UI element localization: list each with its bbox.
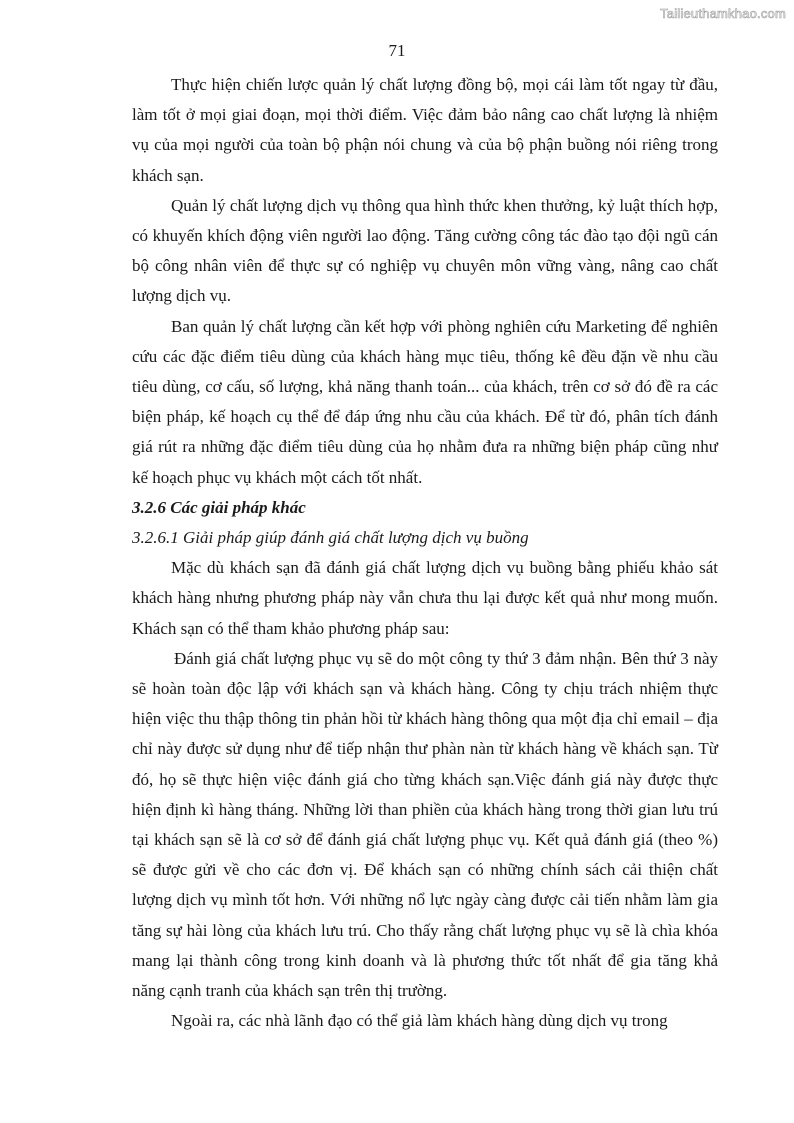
document-body bbox=[132, 70, 718, 1037]
paragraph: Đánh giá chất lượng phục vụ sẽ do một công ty thứ 3 đảm nhận. Bên thứ 3 này sẽ hoàn toàn độc lập với khách sạn và khách hàng. Công ty chịu trách nhiệm thực hiện việc thu thập thông tin phản hồi từ khách hàng thông qua một địa chỉ email – địa chỉ này được sử dụng như để tiếp nhận thư phàn nàn từ khách hàng về khách sạn. Từ đó, họ sẽ thực hiện việc đánh giá cho từng khách sạn.Việc đánh giá này được thực hiện định kì hàng tháng. Những lời than phiền của khách hàng trong thời gian lưu trú tại khách sạn sẽ là cơ sở để đánh giá chất lượng phục vụ. Kết quả đánh giá (theo %) sẽ được gửi về cho các đơn vị. Để khách sạn có những chính sách cải thiện chất lượng dịch vụ mình tốt hơn. Với những nổ lực ngày càng được cải tiến nhằm làm gia tăng sự hài lòng của khách lưu trú. Cho thấy rằng chất lượng phục vụ sẽ là chìa khóa mang lại thành công trong kinh doanh và là phương thức tốt nhất để gia tăng khả năng cạnh tranh của khách sạn trên thị trường. bbox=[132, 648, 718, 1001]
paragraph: Ban quản lý chất lượng cần kết hợp với phòng nghiên cứu Marketing để nghiên cứu các đặc điểm tiêu dùng của khách hàng mục tiêu, thống kê đều đặn về nhu cầu tiêu dùng, cơ cấu, số lượng, khả năng thanh toán... của khách, trên cơ sở đó đề ra các biện pháp, kế hoạch cụ thể để đáp ứng nhu cầu của khách. Để từ đó, phân tích đánh giá rút ra những đặc điểm tiêu dùng của họ nhằm đưa ra những biện pháp cũng như kế hoạch phục vụ khách một cách tốt nhất. bbox=[132, 316, 718, 487]
paragraph: Ngoài ra, các nhà lãnh đạo có thể giả làm khách hàng dùng dịch vụ trong bbox=[171, 1011, 668, 1031]
section-heading: 3.2.6 Các giải pháp khác bbox=[132, 497, 306, 517]
subsection-heading: 3.2.6.1 Giải pháp giúp đánh giá chất lượng dịch vụ buồng bbox=[132, 528, 529, 548]
page-number: 71 bbox=[388, 41, 406, 60]
paragraph: Mặc dù khách sạn đã đánh giá chất lượng dịch vụ buồng bằng phiếu khảo sát khách hàng nhưng phương pháp này vẫn chưa thu lại được kết quả như mong muốn. Khách sạn có thể tham khảo phương pháp sau: bbox=[132, 558, 718, 638]
paragraph: Quản lý chất lượng dịch vụ thông qua hình thức khen thưởng, kỷ luật thích hợp, có khuyến khích động viên người lao động. Tăng cường công tác đào tạo đội ngũ cán bộ công nhân viên để thực sự có nghiệp vụ chuyên môn vững vàng, nâng cao chất lượng dịch vụ. bbox=[132, 195, 718, 306]
paragraph: Thực hiện chiến lược quản lý chất lượng đồng bộ, mọi cái làm tốt ngay từ đầu, làm tốt ở mọi giai đoạn, mọi thời điểm. Việc đảm bảo nâng cao chất lượng là nhiệm vụ của mọi người của toàn bộ phận nói chung và của bộ phận buồng nói riêng trong khách sạn. bbox=[132, 75, 718, 185]
watermark: Tailieuthamkhao.com bbox=[660, 6, 786, 21]
